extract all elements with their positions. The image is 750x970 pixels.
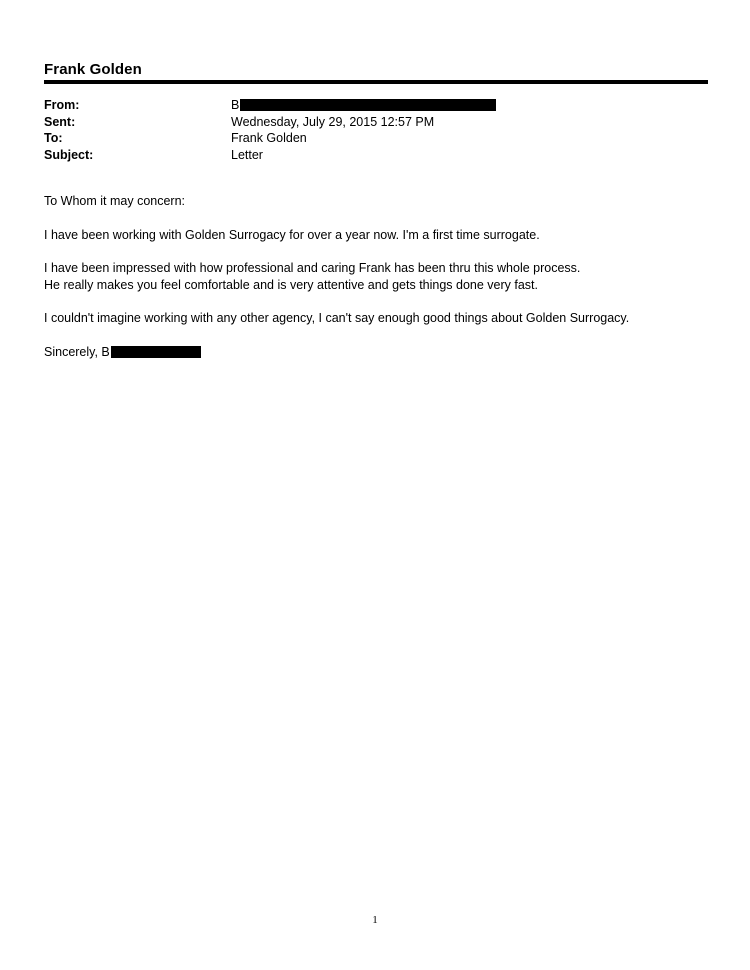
greeting: To Whom it may concern: bbox=[44, 194, 186, 208]
page-title: Frank Golden bbox=[44, 61, 142, 78]
signoff-redaction-bar bbox=[111, 346, 201, 358]
paragraph-1: I have been working with Golden Surrogacy for over a year now. I'm a first time surrogate. bbox=[44, 227, 540, 242]
to-value: Frank Golden bbox=[231, 131, 307, 146]
email-header bbox=[44, 97, 496, 163]
from-row bbox=[44, 97, 496, 114]
from-redaction-bar bbox=[240, 99, 496, 111]
subject-row bbox=[44, 147, 496, 164]
from-value-text: B bbox=[231, 98, 240, 113]
signoff-text: Sincerely, B bbox=[44, 344, 110, 359]
paragraph-2-line-2: He really makes you feel comfortable and is very attentive and gets things done very fast. bbox=[44, 277, 539, 292]
email-body bbox=[44, 193, 704, 377]
paragraph-2 bbox=[44, 260, 704, 293]
signoff bbox=[44, 344, 704, 361]
subject-value: Letter bbox=[231, 147, 263, 162]
title-divider bbox=[44, 80, 708, 84]
to-row bbox=[44, 130, 496, 147]
paragraph-3: I couldn't imagine working with any other agency, I can't say enough good things about Golden Surrogacy. bbox=[44, 311, 630, 325]
subject-label: Subject: bbox=[44, 147, 94, 162]
paragraph-2-line-1: I have been impressed with how professional and caring Frank has been thru this whole process. bbox=[44, 261, 581, 275]
sent-label: Sent: bbox=[44, 114, 76, 129]
from-value bbox=[231, 98, 496, 112]
to-label: To: bbox=[44, 131, 63, 146]
sent-row bbox=[44, 114, 496, 131]
from-label: From: bbox=[44, 98, 80, 113]
sent-value: Wednesday, July 29, 2015 12:57 PM bbox=[231, 114, 435, 129]
page-number: 1 bbox=[372, 914, 378, 926]
